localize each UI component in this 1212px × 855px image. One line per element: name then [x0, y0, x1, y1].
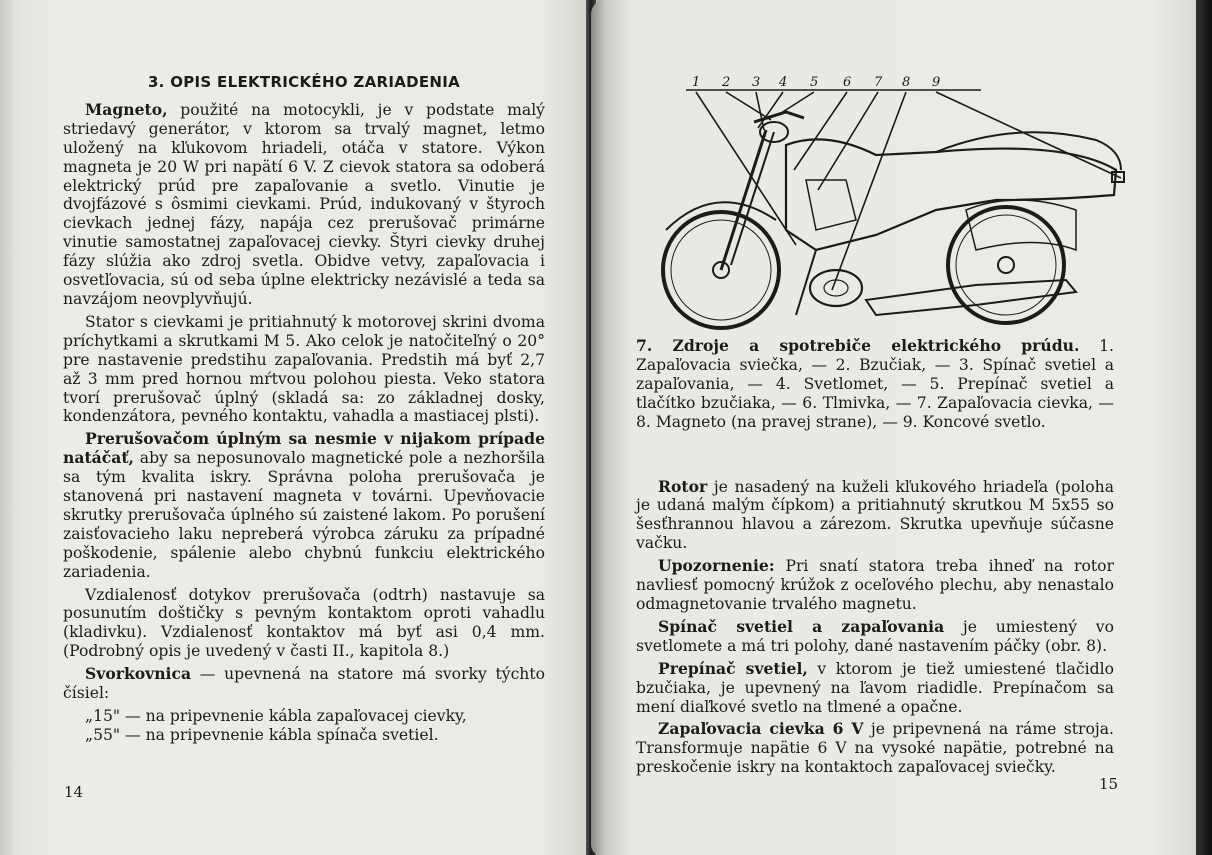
- fig-label-9: 9: [932, 75, 941, 90]
- page-number-right: 15: [1099, 775, 1119, 793]
- paragraph-warning: Upozornenie: Pri snatí statora treba ihneď na rotor navliesť pomocný krúžok z oceľového plechu, aby nenastalo odmagnetovanie trvalého magnetu.: [636, 556, 1114, 613]
- motorcycle-figure: [636, 60, 1166, 335]
- leader-2: [726, 92, 771, 120]
- section-heading: 3. OPIS ELEKTRICKÉHO ZARIADENIA: [147, 73, 461, 91]
- right-text-column: [636, 337, 1114, 781]
- fig-label-7: 7: [874, 75, 883, 90]
- leader-8: [832, 92, 906, 290]
- body-panel: [786, 139, 1116, 250]
- paragraph-terminal-block: Svorkovnica — upevnená na statore má svorky týchto čísiel:: [63, 664, 545, 703]
- engine-magneto: [810, 270, 862, 306]
- terminal-list: [85, 707, 545, 745]
- fig-label-8: 8: [902, 75, 911, 90]
- leader-9: [936, 92, 1121, 178]
- paragraph-ignition-switch: Spínač svetiel a zapaľovania je umiestený vo svetlomete a má tri polohy, dané nastavením páčky (obr. 8).: [636, 616, 1114, 655]
- paragraph-magneto: Magneto, použité na motocykli, je v podstate malý striedavý generátor, v ktorom sa trvalý magnet, letmo uložený na kľukovom hriadeli, otáča v statore. Výkon magneta je 20 W pri napätí 6 V. Z cievok statora sa odoberá elektrický prúd pre zapaľovanie a svetlo. Vinutie je dvojfázové s ôsmimi cievkami. Prúd, indukovaný v štyroch cievkach jednej fázy, napája cez prerušovač primárne vinutie samostatnej zapaľovacej cievky. Štyri cievky druhej fázy slúžia ako zdroj svetla. Obidve vetvy, zapaľovacia i osvetľovacia, sú od seba úplne elektricky nezávislé a teda sa navzájom neovplyvňujú.: [63, 99, 545, 308]
- fig-label-1: 1: [692, 75, 701, 90]
- fig-label-3: 3: [752, 75, 761, 90]
- paragraph-light-switch: Prepínač svetiel, v ktorom je tiež umiestené tlačidlo bzučiaka, je upevnený na ľavom riadidle. Prepínačom sa mení diaľkové svetlo na tlmené a opačne.: [636, 658, 1115, 716]
- right-page: [591, 0, 1212, 855]
- paragraph-stator: Stator s cievkami je pritiahnutý k motorovej skrini dvoma príchytkami a skrutkami M 5. Ako celok je natočiteľný o 20° pre nastavenie predstihu zapaľovania. Predstih má byť 2,7 až 3 mm pred hornou mŕtvou polohou piesta. Veko statora tvorí prerušovač úplný (skladá sa: zo základnej dosky, kondenzátora, pevného kontaktu, vahadla a mastiacej plsti).: [63, 312, 545, 426]
- page-number-left: 14: [64, 783, 84, 801]
- leader-6: [794, 92, 847, 170]
- left-text-column: [63, 73, 545, 745]
- leader-7: [818, 92, 878, 190]
- fig-label-4: 4: [779, 75, 788, 90]
- book-edge: [1196, 0, 1212, 855]
- paragraph-contact-gap: Vzdialenosť dotykov prerušovača (odtrh) nastavuje sa posunutím doštičky s pevným kontaktom oproti vahadlu (kladivku). Vzdialenosť kontaktov má byť asi 0,4 mm. (Podrobný opis je uvedený v časti II., kapitola 8.): [63, 585, 545, 661]
- figure-caption: 7. Zdroje a spotrebiče elektrického prúdu. 1. Zapaľovacia sviečka, — 2. Bzučiak, — 3. Spínač svetiel a zapaľovania, — 4. Svetlomet, — 5. Prepínač svetiel a tlačítko bzučiaka, — 6. Tlmivka, — 7. Zapaľovacia cievka, — 8. Magneto (na pravej strane), — 9. Koncové svetlo.: [636, 336, 1114, 431]
- paragraph-ignition-coil: Zapaľovacia cievka 6 V je pripevnená na ráme stroja. Transformuje napätie 6 V na vysoké napätie, potrebné na preskočenie iskry na kontaktoch zapaľovacej sviečky.: [636, 719, 1114, 777]
- terminal-55: „55" — na pripevnenie kábla spínača svetiel.: [85, 725, 439, 744]
- terminal-15: „15" — na pripevnenie kábla zapaľovacej cievky,: [85, 707, 467, 725]
- fig-label-5: 5: [810, 75, 819, 90]
- fig-label-2: 2: [722, 75, 731, 90]
- paragraph-rotor: Rotor je nasadený na kuželi kľukového hriadeľa (poloha je udaná malým čípkom) a pritiahnutý skrutkou M 5x55 so šesťhrannou hlavou a zárezom. Skrutka upevňuje súčasne vačku.: [636, 476, 1114, 553]
- front-fork: [721, 130, 766, 270]
- paragraph-breaker: Prerušovačom úplným sa nesmie v nijakom prípade natáčať, aby sa neposunovalo magnetické pole a nezhoršila sa tým kvalita iskry. Správna poloha prerušovača je stanovená pri nastavení magneta v továrni. Upevňovacie skrutky prerušovača úplného sú zaistené lakom. Po porušení zaisťovacieho laku nepreberá výrobca záruku za prípadné poškodenie, spálenie alebo chybnú funkciu elektrického zariadenia.: [63, 429, 545, 581]
- fig-label-6: 6: [843, 75, 852, 90]
- motorcycle-diagram: [636, 60, 1166, 335]
